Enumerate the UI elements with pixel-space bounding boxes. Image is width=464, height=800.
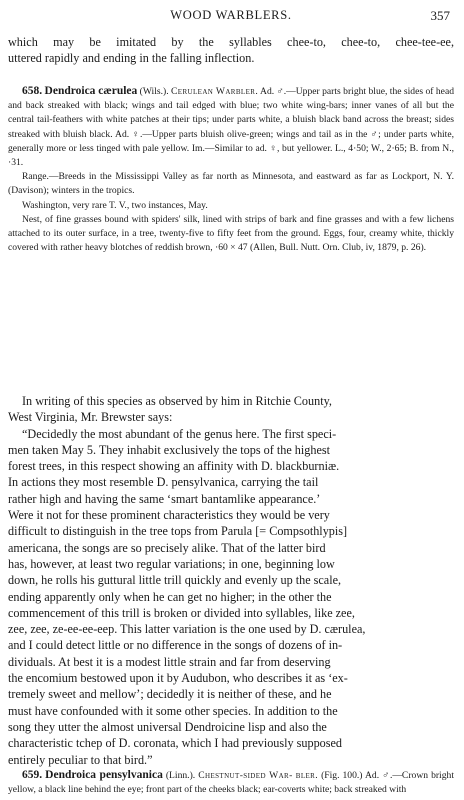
species-authority: (Wils.). <box>139 86 169 97</box>
page-number: 357 <box>430 8 450 23</box>
narrative-line: americana, the songs are so precisely alike. That of the latter bird <box>8 540 326 555</box>
species-description: Ad. ♂.—Upper parts bright blue, the sides of head and back streaked with black; wings and tail edged with blue; two white wing-bars; inner vanes of all but the central tail-feathers with white patches at their tips; under parts white, a bluish black band across the breast; sides streaked with bluish black. Ad. ♀.—Upper parts bluish olive-green; wings and tail as in the ♂; under parts white, generally more or less tinged with pale yellow. Im.—Similar to ad. ♀, but yellower. L., 4·50; W., 2·65; B. from N., ·31. <box>8 86 454 169</box>
species-659-description-block <box>8 768 454 797</box>
narrative-line: entirely peculiar to that bird.” <box>8 752 153 767</box>
narrative-line: ending apparently only when he can get no higher; in the other the <box>8 589 332 604</box>
narrative-block <box>8 393 454 768</box>
narrative-line: In actions they most resemble D. pensylvanica, carrying the tail <box>8 475 319 490</box>
narrative-line: commencement of this trill is broken or divided into syllables, like zee, <box>8 605 355 620</box>
species-authority: (Linn.). <box>165 770 196 781</box>
narrative-line: “Decidedly the most abundant of the genus here. The first speci- <box>22 426 337 441</box>
narrative-line: dividuals. At best it is a modest little strain and far from deserving <box>8 654 331 669</box>
species-659-entry <box>8 768 454 797</box>
species-number: 658. <box>22 85 43 97</box>
intro-line-2: uttered rapidly and ending in the falling inflection. <box>8 51 255 66</box>
narrative-line: forest trees, in this respect showing an affinity with D. blackburniæ. <box>8 459 340 474</box>
narrative-line: difficult to distinguish in the tree tops from Parula [= Compsothlypis] <box>8 524 348 539</box>
species-common-name-cont: bler. <box>295 770 319 781</box>
running-header <box>12 8 450 24</box>
species-common-name: Cerulean Warbler. <box>171 86 259 97</box>
intro-paragraph <box>8 34 454 67</box>
intro-line-1: which may be imitated by the syllables chee-to, chee-to, chee-tee-ee, <box>8 35 454 49</box>
narrative-line: In writing of this species as observed by him in Ritchie County, <box>22 394 332 408</box>
narrative-line: zee, zee, ze-ee-ee-eep. This latter variation is the one used by D. cærulea, <box>8 622 366 637</box>
narrative-line: has, however, at least two regular variations; in one, beginning low <box>8 556 335 571</box>
running-title: WOOD WARBLERS. <box>170 8 292 22</box>
species-common-name: Chestnut-sided War- <box>198 770 293 781</box>
species-number: 659. <box>22 769 43 781</box>
narrative-line: song they utter the almost universal Dendroicine lisp and also the <box>8 719 327 734</box>
narrative-line: men taken May 5. They inhabit exclusively the tops of the highest <box>8 442 330 457</box>
narrative-line: West Virginia, Mr. Brewster says: <box>8 410 173 425</box>
species-range: Range.—Breeds in the Mississippi Valley as far north as Minnesota, and eastward as far as Lockport, N. Y. (Davison); winters in the tropics. <box>8 171 454 197</box>
species-658-entry <box>8 84 454 255</box>
narrative-line: down, he rolls his guttural little trill quickly and evenly up the scale, <box>8 573 342 588</box>
species-658-description-block <box>8 84 454 170</box>
narrative-line: and I could detect little or no difference in the songs of dozens of in- <box>8 638 343 653</box>
narrative-line: the encomium bestowed upon it by Audubon, who describes it as ‘ex- <box>8 671 348 686</box>
species-scientific-name: Dendroica cærulea <box>44 85 138 97</box>
narrative-line: rather high and having the same ‘smart bantamlike appearance.’ <box>8 491 321 506</box>
species-nest: Nest, of fine grasses bound with spiders' silk, lined with strips of bark and fine grasses and with a few lichens attached to its outer surface, in a tree, twenty-five to fifty feet from the ground. Eggs, four, creamy white, thickly covered with rather heavy blotches of reddish brown, ·60 × 47 (Allen, Bull. Nutt. Orn. Club, iv, 1879, p. 26). <box>8 213 454 254</box>
narrative-line: Were it not for these prominent characteristics they would be very <box>8 508 330 523</box>
species-washington: Washington, very rare T. V., two instances, May. <box>22 199 208 211</box>
narrative-line: must have confounded with it some other species. In addition to the <box>8 703 338 718</box>
species-description: (Fig. 100.) Ad. ♂.—Crown bright yellow, a black line behind the eye; front part of the cheeks black; ear-coverts white; back streaked with <box>8 770 454 796</box>
species-scientific-name: Dendroica pensylvanica <box>45 769 163 781</box>
narrative-line: characteristic tchep of D. coronata, which I had previously supposed <box>8 736 343 751</box>
narrative-line: tremely sweet and mellow’; decidedly it is neither of these, and he <box>8 687 332 702</box>
